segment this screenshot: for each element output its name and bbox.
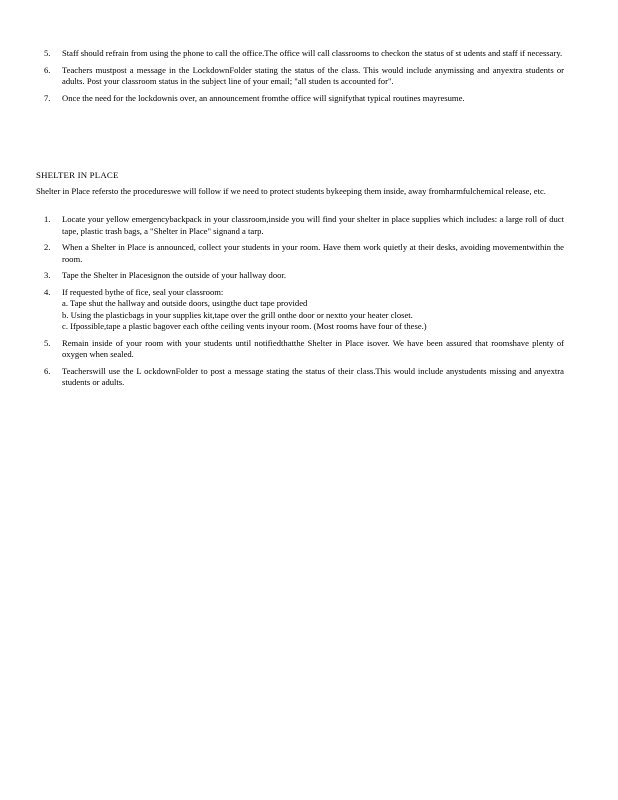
item-text: When a Shelter in Place is announced, collect your students in your room. Have them work quietly at their desks, avoiding movementwithin the room. [62,242,564,264]
list-item [36,93,564,105]
lockdown-steps-list [36,48,564,109]
shelter-steps-list [36,214,564,394]
list-item [36,65,564,88]
item-text: If requested bythe of fice, seal your classroom: [62,286,224,297]
sub-item: c. Ifpossible,tape a plastic bagover each ofthe ceiling vents inyour room. (Most rooms have four of these.) [62,321,427,331]
item-number: 1. [44,214,51,224]
section-heading: SHELTER IN PLACE [36,170,119,180]
item-number: 6. [44,365,51,376]
item-text: Locate your yellow emergencybackpack in your classroom,inside you will find your shelter in place supplies which includes: a large roll of duct tape, plastic trash bags, a "Shelter in Place" signand a tarp. [62,214,564,236]
item-number: 7. [44,92,51,103]
section-intro: Shelter in Place refersto the procedureswe will follow if we need to protect students bykeeping them inside, away fromharmfulchemical release, etc. [36,186,546,196]
item-text: Teachers mustpost a message in the LockdownFolder stating the status of the class. This would include anymissing and anyextra students or adults. Post your classroom status in the subject line of your email; "all studen ts accounted for". [62,64,564,86]
item-text: Teacherswill use the L ockdownFolder to post a message stating the status of their class.This would include anystudents missing and anyextra students or adults. [62,365,564,387]
list-item [36,214,564,237]
item-text: Once the need for the lockdownis over, an announcement fromthe office will signifythat typical routines mayresume. [62,92,465,103]
sub-item: b. Using the plasticbags in your supplies kit,tape over the grill onthe door or nextto your heater closet. [62,309,413,320]
sub-item: a. Tape shut the hallway and outside doors, usingthe duct tape provided [62,298,308,308]
list-item [36,48,564,60]
item-number: 4. [44,286,51,297]
item-text: Tape the Shelter in Placesignon the outside of your hallway door. [62,270,286,280]
list-item [36,270,564,282]
item-text: Remain inside of your room with your students until notifiedthatthe Shelter in Place isover. We have been assured that roomshave plenty of oxygen when sealed. [62,337,564,359]
item-number: 5. [44,48,51,58]
item-number: 2. [44,242,51,252]
item-text: Staff should refrain from using the phone to call the office.The office will call classrooms to checkon the status of st udents and staff if necessary. [62,48,563,58]
list-item [36,242,564,265]
list-item [36,338,564,361]
list-item [36,287,564,333]
item-number: 5. [44,337,51,348]
item-number: 6. [44,64,51,75]
item-number: 3. [44,270,51,280]
list-item [36,366,564,389]
